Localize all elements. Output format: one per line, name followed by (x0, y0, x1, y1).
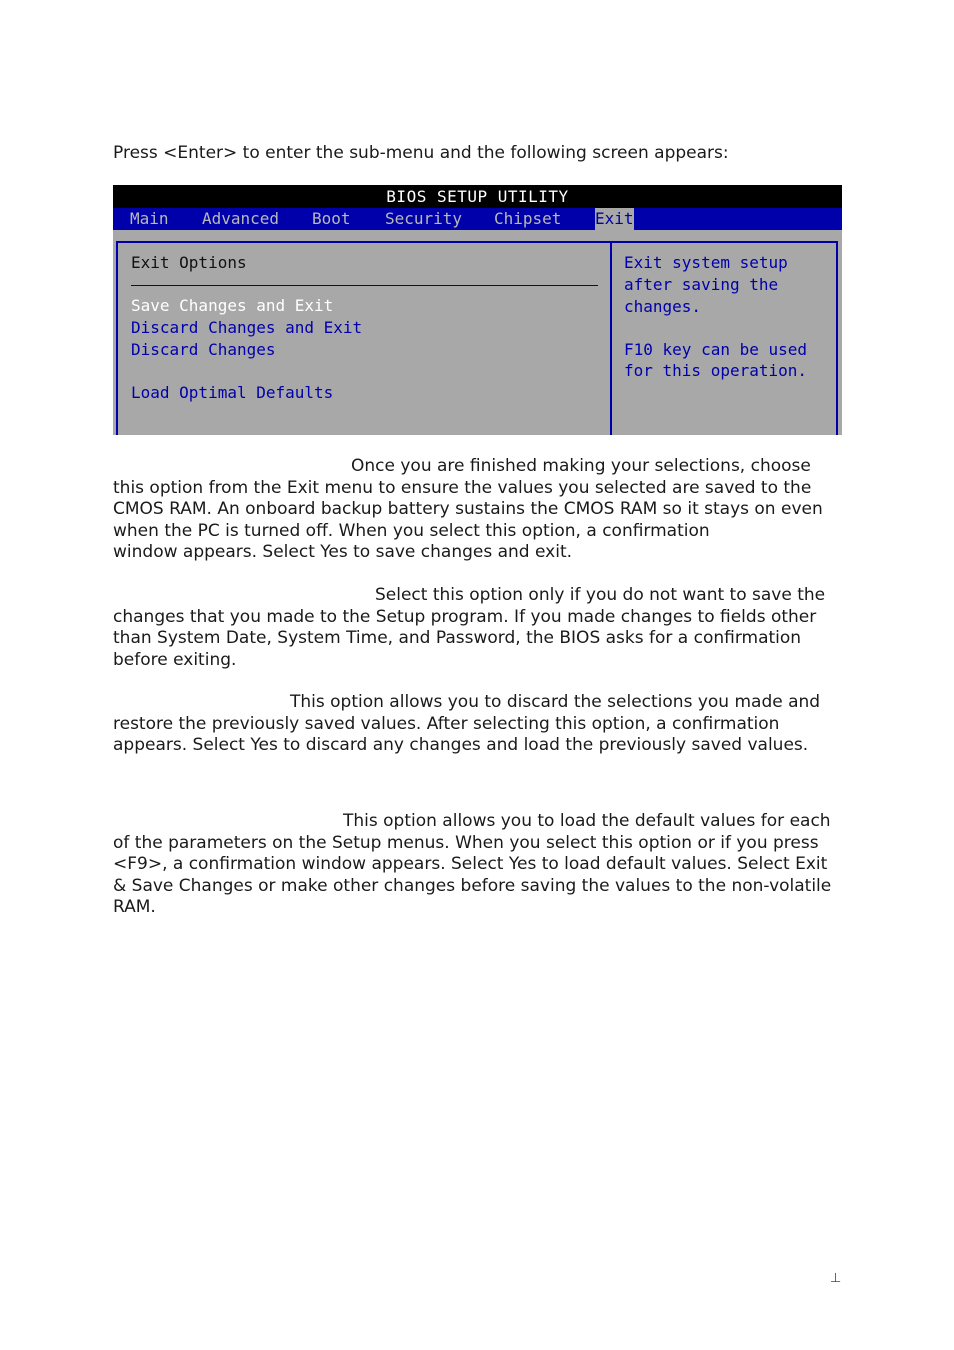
paragraph-line: CMOS RAM. An onboard backup battery sustains the CMOS RAM so it stays on even (113, 499, 823, 520)
paragraph-line: Select this option only if you do not want to save the (375, 585, 826, 605)
help-line: changes. (624, 297, 702, 316)
paragraph-line: This option allows you to discard the selections you made and (290, 692, 821, 712)
bios-options-panel (116, 241, 838, 435)
tab-main[interactable]: Main (130, 209, 169, 228)
paragraph-line: & Save Changes or make other changes before saving the values to the non-volatile (113, 875, 832, 896)
bios-menu-bar (113, 208, 842, 230)
help-line: for this operation. (624, 361, 808, 380)
paragraph-line: when the PC is turned off. When you select this option, a confirmation (113, 520, 710, 541)
option-discard-changes-and-exit[interactable]: Discard Changes and Exit (131, 318, 363, 337)
bios-screenshot (113, 185, 842, 435)
bios-title: BIOS SETUP UTILITY (113, 185, 842, 208)
save-changes-description (113, 456, 841, 564)
tab-exit[interactable]: Exit (595, 209, 634, 228)
paragraph-line: restore the previously saved values. After selecting this option, a confirmation (113, 713, 780, 734)
help-line: after saving the (624, 275, 779, 294)
paragraph-line: This option allows you to load the default values for each (343, 811, 831, 831)
section-heading: Exit Options (131, 253, 247, 272)
paragraph-line: appears. Select Yes to discard any changes and load the previously saved values. (113, 735, 809, 756)
tab-advanced[interactable]: Advanced (202, 209, 280, 228)
paragraph-line: RAM. (113, 897, 156, 918)
paragraph-line: than System Date, System Time, and Password, the BIOS asks for a confirmation (113, 628, 802, 649)
option-load-optimal-defaults[interactable]: Load Optimal Defaults (131, 383, 334, 402)
tab-security[interactable]: Security (385, 209, 463, 228)
paragraph-line: changes that you made to the Setup program. If you made changes to fields other (113, 606, 817, 627)
page-mark: ⊥ (830, 1271, 842, 1286)
heading-divider (131, 285, 598, 286)
intro-text: Press <Enter> to enter the sub-menu and the following screen appears: (113, 143, 729, 163)
panel-divider (610, 241, 612, 435)
paragraph-line: of the parameters on the Setup menus. When you select this option or if you press (113, 832, 819, 853)
paragraph-line: window appears. Select Yes to save changes and exit. (113, 542, 573, 563)
load-defaults-description (113, 811, 841, 919)
discard-changes-description (113, 692, 841, 757)
paragraph-line: before exiting. (113, 649, 237, 670)
tab-boot[interactable]: Boot (312, 209, 351, 228)
discard-exit-description (113, 585, 841, 671)
tab-chipset[interactable]: Chipset (494, 209, 562, 228)
paragraph-line: Once you are finished making your selections, choose (351, 456, 811, 476)
paragraph-line: this option from the Exit menu to ensure the values you selected are saved to the (113, 477, 812, 498)
option-discard-changes[interactable]: Discard Changes (131, 340, 276, 359)
option-save-changes-and-exit[interactable]: Save Changes and Exit (131, 296, 334, 315)
paragraph-line: <F9>, a confirmation window appears. Select Yes to load default values. Select Exit (113, 854, 828, 875)
help-line: Exit system setup (624, 253, 788, 272)
help-line: F10 key can be used (624, 340, 808, 359)
